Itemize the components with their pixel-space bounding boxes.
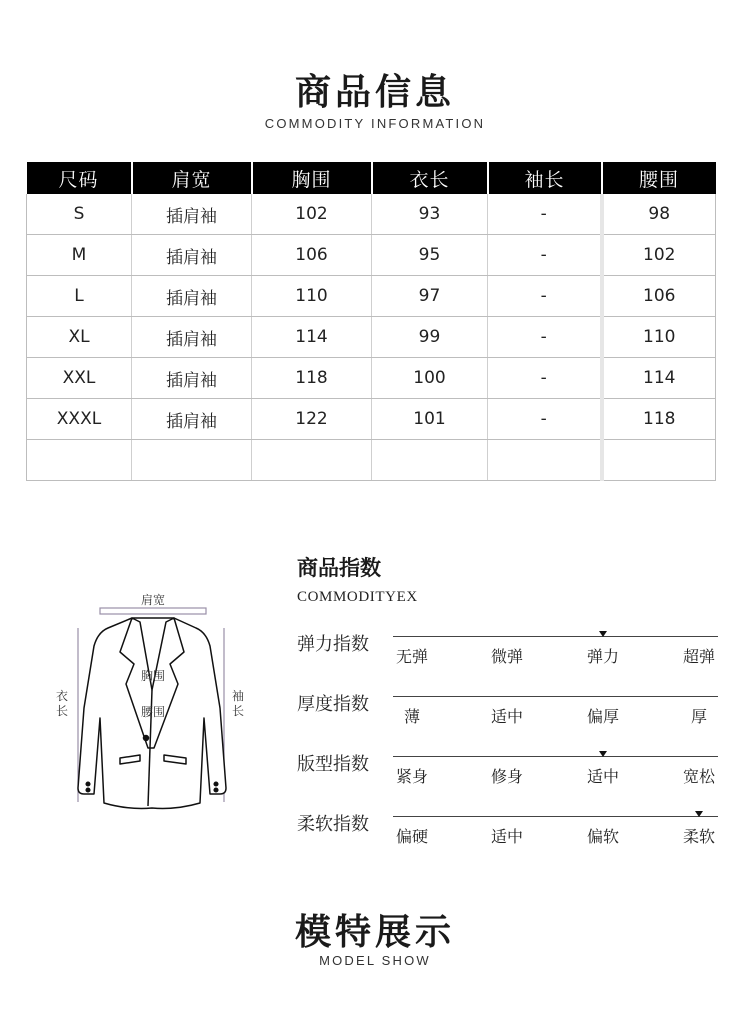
cell-shoulder: 插肩袖	[132, 235, 252, 276]
softness-index	[297, 810, 722, 860]
index-option: 偏软	[586, 827, 620, 846]
header-chest: 胸围	[252, 162, 372, 194]
header-shoulder: 肩宽	[132, 162, 252, 194]
model-show-title: 模特展示	[294, 912, 455, 953]
cell-sleeve: -	[488, 317, 602, 358]
cell-chest: 118	[252, 358, 372, 399]
index-marker	[599, 751, 607, 757]
table-row	[27, 317, 716, 358]
header-length: 衣长	[372, 162, 488, 194]
cell-shoulder: 插肩袖	[132, 276, 252, 317]
cell-shoulder	[132, 440, 252, 481]
shoulder-label: 肩宽	[140, 593, 166, 607]
index-option: 薄	[403, 707, 421, 726]
table-row	[27, 276, 716, 317]
cell-waist: 110	[602, 317, 716, 358]
cell-length: 100	[372, 358, 488, 399]
header-sleeve: 袖长	[488, 162, 602, 194]
commodity-info-subtitle: COMMODITY INFORMATION	[264, 116, 486, 131]
header-waist: 腰围	[602, 162, 716, 194]
model-show-subtitle: MODEL SHOW	[319, 953, 431, 968]
index-option: 修身	[490, 767, 524, 786]
index-scale-line	[393, 756, 718, 757]
index-scale-line	[393, 816, 718, 817]
cell-length: 99	[372, 317, 488, 358]
index-option: 微弹	[490, 647, 524, 666]
sleeve-label-char-2: 长	[231, 704, 245, 718]
length-label-char-2: 长	[55, 704, 69, 718]
length-label	[56, 689, 68, 718]
table-row	[27, 399, 716, 440]
size-table	[26, 162, 716, 481]
cell-chest	[252, 440, 372, 481]
commodity-info-title: 商品信息	[294, 72, 455, 113]
index-option: 弹力	[586, 647, 620, 666]
cell-length: 101	[372, 399, 488, 440]
index-label: 柔软指数	[297, 814, 369, 835]
thickness-index	[297, 690, 722, 740]
cell-waist: 106	[602, 276, 716, 317]
sleeve-label	[232, 688, 244, 718]
cell-sleeve: -	[488, 194, 602, 235]
elasticity-index	[297, 630, 722, 680]
index-option: 超弹	[682, 647, 716, 666]
cell-size: XXXL	[27, 399, 132, 440]
index-marker	[599, 631, 607, 637]
index-option: 偏厚	[586, 707, 620, 726]
cell-waist: 102	[602, 235, 716, 276]
jacket-diagram	[48, 588, 258, 828]
cell-shoulder: 插肩袖	[132, 194, 252, 235]
cell-length: 97	[372, 276, 488, 317]
cell-waist: 98	[602, 194, 716, 235]
table-row	[27, 235, 716, 276]
fit-index	[297, 750, 722, 800]
index-option: 适中	[586, 767, 620, 786]
cell-size: XXL	[27, 358, 132, 399]
index-option: 紧身	[395, 767, 429, 786]
index-option: 适中	[490, 707, 524, 726]
table-row	[27, 194, 716, 235]
cell-size: L	[27, 276, 132, 317]
chest-label: 胸围	[140, 669, 166, 683]
cell-waist: 118	[602, 399, 716, 440]
shoulder-guide	[100, 608, 206, 614]
index-label: 弹力指数	[297, 634, 369, 655]
index-label: 版型指数	[297, 754, 369, 775]
index-marker	[695, 811, 703, 817]
index-option: 偏硬	[395, 827, 429, 846]
cell-length: 95	[372, 235, 488, 276]
sleeve-label-char-1: 袖	[231, 689, 245, 703]
cell-chest: 110	[252, 276, 372, 317]
table-row-empty	[27, 440, 716, 481]
cell-shoulder: 插肩袖	[132, 317, 252, 358]
cell-sleeve: -	[488, 358, 602, 399]
cell-size: S	[27, 194, 132, 235]
length-label-char-1: 衣	[55, 689, 69, 703]
cell-waist: 114	[602, 358, 716, 399]
index-option: 厚	[690, 707, 708, 726]
index-scale-line	[393, 696, 718, 697]
cell-shoulder: 插肩袖	[132, 358, 252, 399]
cell-sleeve: -	[488, 276, 602, 317]
index-option: 宽松	[682, 767, 716, 786]
cell-shoulder: 插肩袖	[132, 399, 252, 440]
cell-chest: 102	[252, 194, 372, 235]
header-size: 尺码	[27, 162, 132, 194]
size-table-header	[27, 162, 716, 194]
index-option: 柔软	[682, 827, 716, 846]
cell-length: 93	[372, 194, 488, 235]
cell-size: XL	[27, 317, 132, 358]
cell-sleeve: -	[488, 235, 602, 276]
waist-label: 腰围	[140, 705, 166, 719]
index-option: 无弹	[395, 647, 429, 666]
cell-sleeve: -	[488, 399, 602, 440]
cell-waist	[602, 440, 716, 481]
index-label: 厚度指数	[297, 694, 369, 715]
commodity-index-title: 商品指数	[297, 556, 381, 580]
index-option: 适中	[490, 827, 524, 846]
cell-chest: 122	[252, 399, 372, 440]
commodity-index-subtitle: COMMODITYEX	[297, 589, 418, 605]
cell-size: M	[27, 235, 132, 276]
cell-chest: 106	[252, 235, 372, 276]
table-row	[27, 358, 716, 399]
index-scale-line	[393, 636, 718, 637]
cell-sleeve	[488, 440, 602, 481]
cell-size	[27, 440, 132, 481]
cell-length	[372, 440, 488, 481]
cell-chest: 114	[252, 317, 372, 358]
